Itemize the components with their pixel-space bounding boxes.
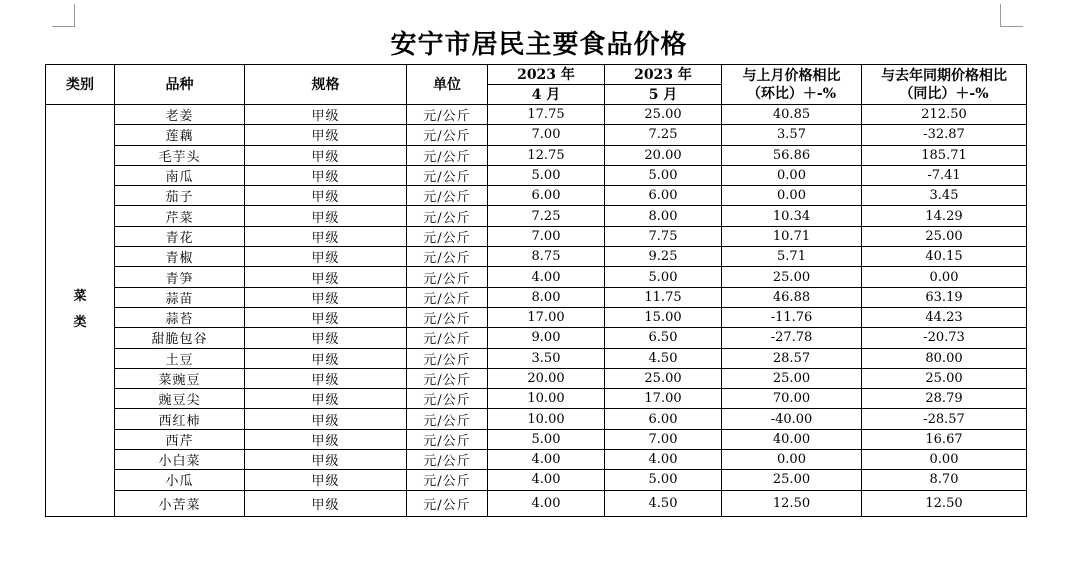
category-label-line2: 类	[73, 315, 87, 331]
spec-cell[interactable]: 甲级	[245, 368, 407, 388]
yoy-change-cell[interactable]: 80.00	[862, 348, 1027, 368]
unit-cell[interactable]: 元/公斤	[407, 186, 488, 206]
spec-cell[interactable]: 甲级	[245, 105, 407, 125]
page-corner-mark-right	[1000, 4, 1023, 27]
mom-change-cell[interactable]: 3.57	[722, 125, 862, 145]
spec-cell[interactable]: 甲级	[245, 470, 407, 490]
table-row	[46, 287, 1027, 307]
header-period2-month[interactable]: 5 月	[605, 85, 722, 105]
mom-change-cell[interactable]: -27.78	[722, 328, 862, 348]
price-april-cell[interactable]: 7.00	[488, 125, 605, 145]
header-yoy[interactable]	[862, 65, 1027, 105]
unit-cell[interactable]: 元/公斤	[407, 389, 488, 409]
spec-cell[interactable]: 甲级	[245, 247, 407, 267]
table-row	[46, 429, 1027, 449]
header-mom-line1: 与上月价格相比	[742, 67, 841, 84]
price-april-cell[interactable]: 4.00	[488, 267, 605, 287]
unit-cell[interactable]: 元/公斤	[407, 348, 488, 368]
variety-cell[interactable]: 南瓜	[115, 165, 245, 185]
price-table	[45, 64, 1027, 517]
unit-cell[interactable]: 元/公斤	[407, 368, 488, 388]
yoy-change-cell[interactable]: -28.57	[862, 409, 1027, 429]
unit-cell[interactable]: 元/公斤	[407, 307, 488, 327]
spec-cell[interactable]: 甲级	[245, 429, 407, 449]
yoy-change-cell[interactable]: 3.45	[862, 186, 1027, 206]
variety-cell[interactable]: 菜豌豆	[115, 368, 245, 388]
table-row	[46, 125, 1027, 145]
unit-cell[interactable]: 元/公斤	[407, 125, 488, 145]
yoy-change-cell[interactable]: 25.00	[862, 226, 1027, 246]
mom-change-cell[interactable]: 40.85	[722, 105, 862, 125]
table-row	[46, 490, 1027, 516]
yoy-change-cell[interactable]: 63.19	[862, 287, 1027, 307]
table-row	[46, 409, 1027, 429]
document-title[interactable]: 安宁市居民主要食品价格	[390, 30, 688, 60]
price-may-cell[interactable]: 5.00	[605, 267, 722, 287]
mom-change-cell[interactable]: 0.00	[722, 450, 862, 470]
header-unit[interactable]: 单位	[407, 65, 488, 105]
spec-cell[interactable]: 甲级	[245, 409, 407, 429]
unit-cell[interactable]: 元/公斤	[407, 145, 488, 165]
price-april-cell[interactable]: 4.00	[488, 470, 605, 490]
category-label-line1: 菜	[73, 289, 87, 305]
spec-cell[interactable]: 甲级	[245, 328, 407, 348]
variety-cell[interactable]: 芹菜	[115, 206, 245, 226]
price-april-cell[interactable]: 8.75	[488, 247, 605, 267]
table-row	[46, 206, 1027, 226]
price-may-cell[interactable]: 4.50	[605, 348, 722, 368]
header-category[interactable]: 类别	[46, 65, 115, 105]
price-april-cell[interactable]: 17.00	[488, 307, 605, 327]
variety-cell[interactable]: 莲藕	[115, 125, 245, 145]
table-row	[46, 226, 1027, 246]
price-april-cell[interactable]: 7.00	[488, 226, 605, 246]
price-april-cell[interactable]: 4.00	[488, 450, 605, 470]
spec-cell[interactable]: 甲级	[245, 307, 407, 327]
yoy-change-cell[interactable]: 8.70	[862, 470, 1027, 490]
page-corner-mark-left	[52, 4, 75, 27]
mom-change-cell[interactable]: 12.50	[722, 490, 862, 516]
price-may-cell[interactable]: 25.00	[605, 105, 722, 125]
spec-cell[interactable]: 甲级	[245, 125, 407, 145]
variety-cell[interactable]: 小白菜	[115, 450, 245, 470]
unit-cell[interactable]: 元/公斤	[407, 470, 488, 490]
yoy-change-cell[interactable]: 44.23	[862, 307, 1027, 327]
header-period1-year[interactable]: 2023 年	[488, 65, 605, 85]
variety-cell[interactable]: 甜脆包谷	[115, 328, 245, 348]
header-yoy-line1: 与去年同期价格相比	[881, 67, 1007, 84]
unit-cell[interactable]: 元/公斤	[407, 267, 488, 287]
price-april-cell[interactable]: 8.00	[488, 287, 605, 307]
table-row	[46, 105, 1027, 125]
header-period1-month[interactable]: 4 月	[488, 85, 605, 105]
spec-cell[interactable]: 甲级	[245, 165, 407, 185]
mom-change-cell[interactable]: -40.00	[722, 409, 862, 429]
price-may-cell[interactable]: 6.50	[605, 328, 722, 348]
variety-cell[interactable]: 西红柿	[115, 409, 245, 429]
price-april-cell[interactable]: 12.75	[488, 145, 605, 165]
variety-cell[interactable]: 老姜	[115, 105, 245, 125]
price-april-cell[interactable]: 17.75	[488, 105, 605, 125]
price-april-cell[interactable]: 5.00	[488, 165, 605, 185]
yoy-change-cell[interactable]: 16.67	[862, 429, 1027, 449]
unit-cell[interactable]: 元/公斤	[407, 226, 488, 246]
variety-cell[interactable]: 毛芋头	[115, 145, 245, 165]
yoy-change-cell[interactable]: 185.71	[862, 145, 1027, 165]
header-mom[interactable]	[722, 65, 862, 105]
price-april-cell[interactable]: 10.00	[488, 409, 605, 429]
unit-cell[interactable]: 元/公斤	[407, 429, 488, 449]
price-april-cell[interactable]: 9.00	[488, 328, 605, 348]
header-spec[interactable]: 规格	[245, 65, 407, 105]
price-may-cell[interactable]: 6.00	[605, 409, 722, 429]
spec-cell[interactable]: 甲级	[245, 186, 407, 206]
variety-cell[interactable]: 小苦菜	[115, 490, 245, 516]
mom-change-cell[interactable]: 10.34	[722, 206, 862, 226]
yoy-change-cell[interactable]: -32.87	[862, 125, 1027, 145]
unit-cell[interactable]: 元/公斤	[407, 206, 488, 226]
spec-cell[interactable]: 甲级	[245, 206, 407, 226]
spec-cell[interactable]: 甲级	[245, 389, 407, 409]
price-may-cell[interactable]: 5.00	[605, 165, 722, 185]
mom-change-cell[interactable]: 10.71	[722, 226, 862, 246]
price-may-cell[interactable]: 11.75	[605, 287, 722, 307]
yoy-change-cell[interactable]: 25.00	[862, 368, 1027, 388]
yoy-change-cell[interactable]: 12.50	[862, 490, 1027, 516]
yoy-change-cell[interactable]: 0.00	[862, 450, 1027, 470]
variety-cell[interactable]: 青椒	[115, 247, 245, 267]
unit-cell[interactable]: 元/公斤	[407, 450, 488, 470]
category-cell[interactable]	[46, 105, 115, 517]
spec-cell[interactable]: 甲级	[245, 450, 407, 470]
table-row	[46, 389, 1027, 409]
price-april-cell[interactable]: 6.00	[488, 186, 605, 206]
yoy-change-cell[interactable]: 14.29	[862, 206, 1027, 226]
unit-cell[interactable]: 元/公斤	[407, 328, 488, 348]
table-row	[46, 165, 1027, 185]
unit-cell[interactable]: 元/公斤	[407, 287, 488, 307]
yoy-change-cell[interactable]: -20.73	[862, 328, 1027, 348]
variety-cell[interactable]: 茄子	[115, 186, 245, 206]
variety-cell[interactable]: 西芹	[115, 429, 245, 449]
price-may-cell[interactable]: 17.00	[605, 389, 722, 409]
price-may-cell[interactable]: 25.00	[605, 368, 722, 388]
price-april-cell[interactable]: 7.25	[488, 206, 605, 226]
table-row	[46, 186, 1027, 206]
variety-cell[interactable]: 蒜苗	[115, 287, 245, 307]
header-period2-year[interactable]: 2023 年	[605, 65, 722, 85]
price-may-cell[interactable]: 9.25	[605, 247, 722, 267]
price-may-cell[interactable]: 8.00	[605, 206, 722, 226]
price-may-cell[interactable]: 5.00	[605, 470, 722, 490]
price-may-cell[interactable]: 15.00	[605, 307, 722, 327]
price-april-cell[interactable]: 5.00	[488, 429, 605, 449]
header-mom-line2: （环比）＋-%	[746, 85, 837, 102]
spec-cell[interactable]: 甲级	[245, 287, 407, 307]
variety-cell[interactable]: 青花	[115, 226, 245, 246]
spec-cell[interactable]: 甲级	[245, 267, 407, 287]
variety-cell[interactable]: 小瓜	[115, 470, 245, 490]
spec-cell[interactable]: 甲级	[245, 490, 407, 516]
table-row	[46, 307, 1027, 327]
yoy-change-cell[interactable]: 28.79	[862, 389, 1027, 409]
price-may-cell[interactable]: 7.75	[605, 226, 722, 246]
header-yoy-line2: （同比）＋-%	[899, 85, 989, 102]
price-may-cell[interactable]: 6.00	[605, 186, 722, 206]
mom-change-cell[interactable]: 0.00	[722, 165, 862, 185]
price-april-cell[interactable]: 10.00	[488, 389, 605, 409]
mom-change-cell[interactable]: 0.00	[722, 186, 862, 206]
table-row	[46, 450, 1027, 470]
price-may-cell[interactable]: 7.25	[605, 125, 722, 145]
yoy-change-cell[interactable]: -7.41	[862, 165, 1027, 185]
price-may-cell[interactable]: 4.00	[605, 450, 722, 470]
header-variety[interactable]: 品种	[115, 65, 245, 105]
variety-cell[interactable]: 土豆	[115, 348, 245, 368]
variety-cell[interactable]: 蒜苔	[115, 307, 245, 327]
unit-cell[interactable]: 元/公斤	[407, 247, 488, 267]
mom-change-cell[interactable]: -11.76	[722, 307, 862, 327]
mom-change-cell[interactable]: 25.00	[722, 267, 862, 287]
price-april-cell[interactable]: 4.00	[488, 490, 605, 516]
unit-cell[interactable]: 元/公斤	[407, 409, 488, 429]
price-april-cell[interactable]: 3.50	[488, 348, 605, 368]
table-row	[46, 470, 1027, 490]
mom-change-cell[interactable]: 25.00	[722, 470, 862, 490]
mom-change-cell[interactable]: 25.00	[722, 368, 862, 388]
yoy-change-cell[interactable]: 212.50	[862, 105, 1027, 125]
mom-change-cell[interactable]: 40.00	[722, 429, 862, 449]
yoy-change-cell[interactable]: 0.00	[862, 267, 1027, 287]
table-row	[46, 348, 1027, 368]
yoy-change-cell[interactable]: 40.15	[862, 247, 1027, 267]
mom-change-cell[interactable]: 28.57	[722, 348, 862, 368]
unit-cell[interactable]: 元/公斤	[407, 490, 488, 516]
table-row	[46, 247, 1027, 267]
price-table-body	[46, 105, 1027, 517]
mom-change-cell[interactable]: 5.71	[722, 247, 862, 267]
price-april-cell[interactable]: 20.00	[488, 368, 605, 388]
mom-change-cell[interactable]: 70.00	[722, 389, 862, 409]
table-row	[46, 368, 1027, 388]
table-row	[46, 145, 1027, 165]
table-row	[46, 267, 1027, 287]
spec-cell[interactable]: 甲级	[245, 348, 407, 368]
table-row	[46, 328, 1027, 348]
mom-change-cell[interactable]: 56.86	[722, 145, 862, 165]
unit-cell[interactable]: 元/公斤	[407, 105, 488, 125]
variety-cell[interactable]: 青笋	[115, 267, 245, 287]
mom-change-cell[interactable]: 46.88	[722, 287, 862, 307]
spec-cell[interactable]: 甲级	[245, 226, 407, 246]
price-may-cell[interactable]: 4.50	[605, 490, 722, 516]
spec-cell[interactable]: 甲级	[245, 145, 407, 165]
price-may-cell[interactable]: 7.00	[605, 429, 722, 449]
unit-cell[interactable]: 元/公斤	[407, 165, 488, 185]
price-may-cell[interactable]: 20.00	[605, 145, 722, 165]
variety-cell[interactable]: 豌豆尖	[115, 389, 245, 409]
